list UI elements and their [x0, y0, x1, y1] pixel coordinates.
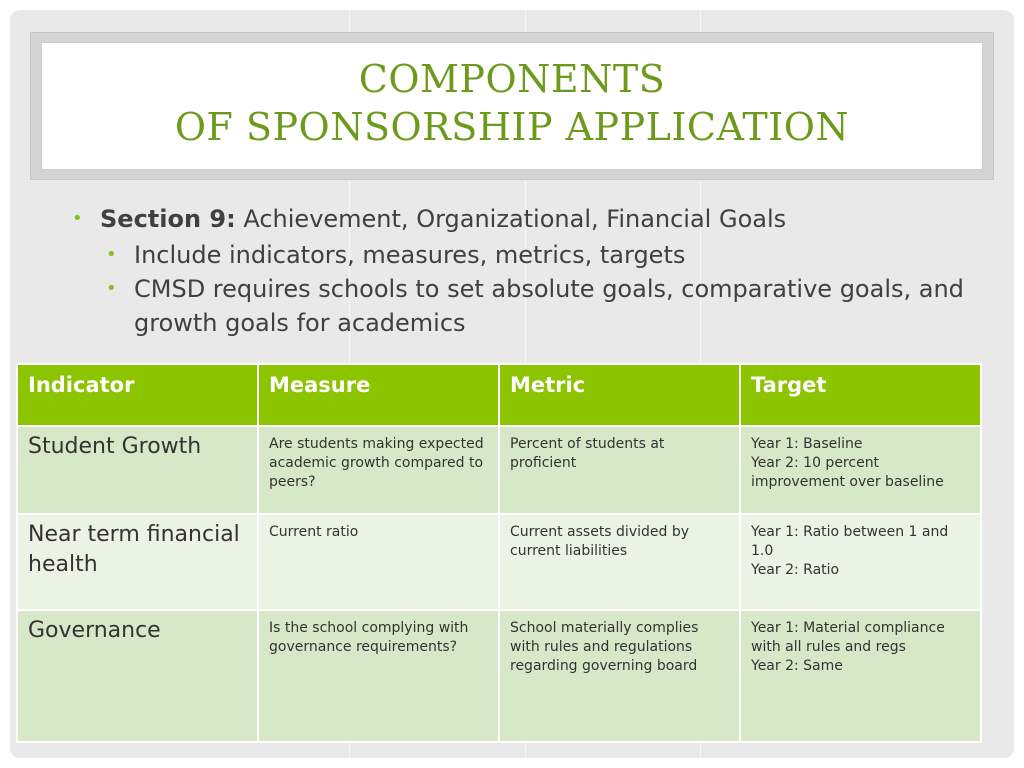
cell-measure: Are students making expected academic growth compared to peers?: [258, 426, 499, 514]
bullet-section-9: [72, 200, 972, 238]
cell-target: [740, 514, 981, 610]
cell-indicator: Near term financial health: [17, 514, 258, 610]
slide-title-line-1: COMPONENTS: [358, 57, 666, 101]
cell-indicator: Governance: [17, 610, 258, 742]
bullet-dot-icon: •: [72, 208, 83, 229]
target-line: Year 2: 10 percent improvement over baseline: [751, 455, 944, 490]
sub-bullet-cmsd: [106, 272, 972, 340]
cell-measure: Current ratio: [258, 514, 499, 610]
header-indicator: Indicator: [17, 364, 258, 426]
target-line: Year 2: Ratio: [751, 562, 840, 578]
target-line: Year 2: Same: [751, 658, 843, 674]
cell-target: [740, 610, 981, 742]
cell-measure: Is the school complying with governance requirements?: [258, 610, 499, 742]
sub-bullet-indicators: [106, 238, 972, 272]
sub-bullet-text: CMSD requires schools to set absolute goals, comparative goals, and growth goals for academics: [134, 275, 964, 337]
target-line: Year 1: Baseline: [751, 436, 863, 452]
table-row: [17, 426, 981, 514]
slide-title-line-2: OF SPONSORSHIP APPLICATION: [174, 105, 850, 149]
title-frame: [30, 32, 994, 180]
goals-table: [16, 363, 982, 743]
bullet-text: Achievement, Organizational, Financial Goals: [243, 205, 787, 233]
table-header-row: [17, 364, 981, 426]
bullet-dot-icon: •: [106, 278, 117, 299]
target-line: Year 1: Ratio between 1 and 1.0: [751, 524, 949, 559]
header-target: Target: [740, 364, 981, 426]
cell-metric: Current assets divided by current liabilities: [499, 514, 740, 610]
bullet-list: [72, 200, 972, 340]
cell-indicator: Student Growth: [17, 426, 258, 514]
table-row: [17, 514, 981, 610]
cell-metric: School materially complies with rules and regulations regarding governing board: [499, 610, 740, 742]
bullet-label: Section 9:: [100, 205, 236, 233]
cell-target: [740, 426, 981, 514]
sub-bullet-text: Include indicators, measures, metrics, targets: [134, 241, 686, 269]
header-measure: Measure: [258, 364, 499, 426]
bullet-dot-icon: •: [106, 244, 117, 265]
target-line: Year 1: Material compliance with all rules and regs: [751, 620, 945, 655]
table-row: [17, 610, 981, 742]
header-metric: Metric: [499, 364, 740, 426]
title-box: [41, 42, 983, 170]
cell-metric: Percent of students at proficient: [499, 426, 740, 514]
